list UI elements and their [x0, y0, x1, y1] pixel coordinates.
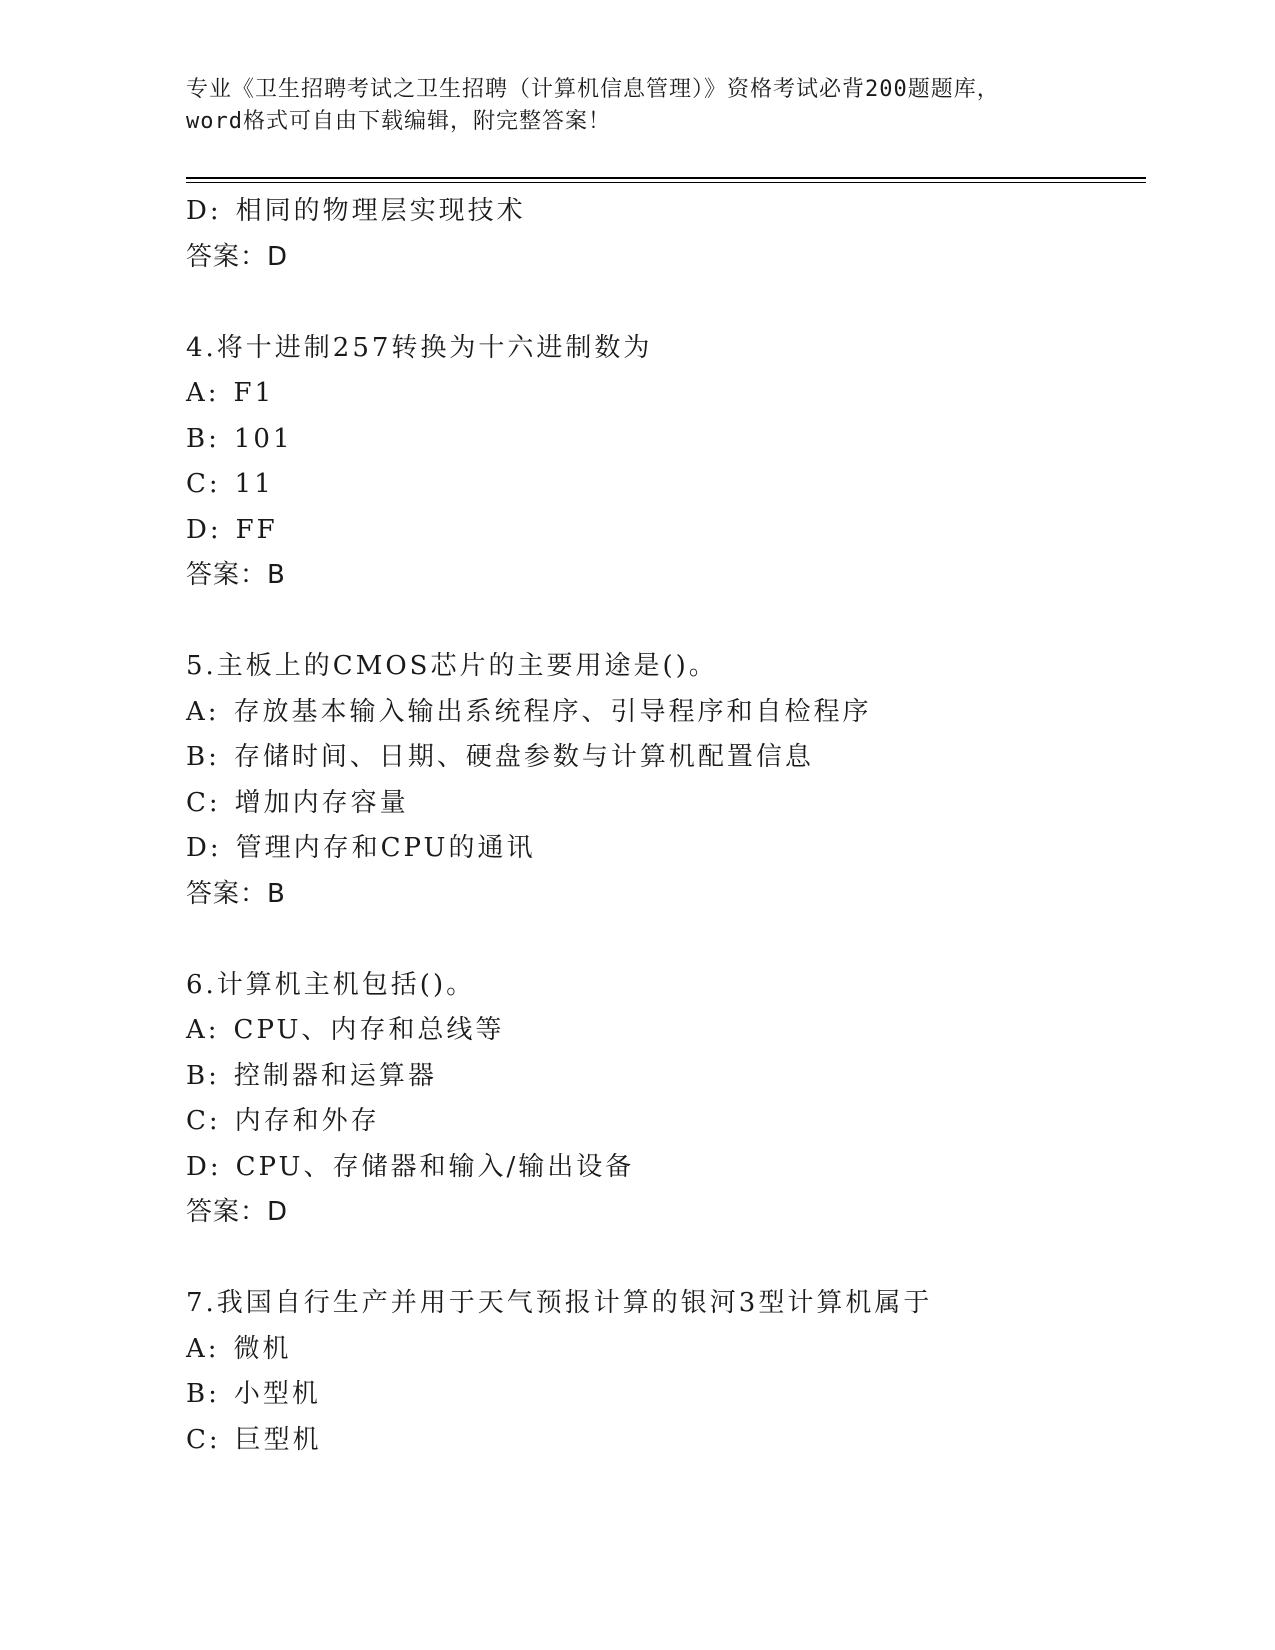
option-text: 101 [233, 423, 293, 454]
option-text: 存放基本输入输出系统程序、引导程序和自检程序 [233, 696, 872, 727]
option-key: A [186, 696, 208, 727]
option-text: 管理内存和CPU的通讯 [235, 833, 536, 863]
option-a [186, 1008, 1146, 1054]
option-separator: : [209, 1151, 222, 1182]
option-key: B [186, 423, 209, 454]
option-text: 相同的物理层实现技术 [235, 196, 526, 226]
option-key: D [186, 833, 210, 863]
option-separator: : [207, 1015, 220, 1045]
option-separator: : [209, 514, 222, 545]
option-d [186, 189, 1146, 235]
option-separator: : [208, 1060, 220, 1091]
option-c [186, 462, 1146, 508]
option-key: C [186, 1106, 209, 1136]
option-text: CPU、内存和总线等 [233, 1015, 505, 1045]
header-title-line-1: 专业《卫生招聘考试之卫生招聘（计算机信息管理）》资格考试必背200题题库， [186, 77, 1000, 102]
option-text: 内存和外存 [234, 1106, 380, 1136]
option-text: 存储时间、日期、硬盘参数与计算机配置信息 [233, 742, 814, 772]
option-key: D [186, 196, 210, 226]
question-block-7 [186, 1281, 1146, 1463]
option-text: 小型机 [233, 1379, 321, 1409]
option-a [186, 1327, 1146, 1373]
answer-line: 答案：D [186, 241, 289, 272]
option-d [186, 508, 1146, 554]
option-text: 增加内存容量 [234, 787, 409, 818]
spacer [186, 917, 1146, 963]
option-separator: : [207, 1333, 220, 1364]
option-key: A [186, 1333, 208, 1364]
option-key: A [186, 378, 208, 408]
option-c [186, 1418, 1146, 1464]
option-separator: : [207, 378, 220, 408]
option-b [186, 417, 1146, 463]
option-d [186, 1145, 1146, 1191]
option-b [186, 735, 1146, 781]
option-separator: : [209, 196, 222, 226]
answer-line: 答案：B [186, 878, 286, 909]
question-stem: 7.我国自行生产并用于天气预报计算的银河3型计算机属于 [186, 1288, 933, 1318]
option-separator: : [208, 1106, 221, 1136]
option-text: 控制器和运算器 [233, 1060, 437, 1091]
spacer [186, 599, 1146, 645]
answer-line: 答案：B [186, 560, 286, 590]
option-b [186, 1372, 1146, 1418]
option-separator: : [209, 833, 222, 863]
spacer [186, 280, 1146, 326]
option-separator: : [208, 423, 220, 454]
option-d [186, 826, 1146, 872]
option-separator: : [208, 1424, 221, 1455]
question-list [186, 189, 1146, 1463]
option-text: 微机 [233, 1333, 292, 1364]
header-divider-thin [186, 182, 1146, 183]
document-header [186, 74, 1146, 138]
option-key: D [186, 1151, 210, 1182]
option-text: CPU、存储器和输入/输出设备 [235, 1151, 635, 1182]
option-separator: : [208, 1379, 220, 1409]
option-text: FF [235, 514, 278, 545]
answer-line: 答案：D [186, 1197, 289, 1227]
option-key: A [186, 1015, 208, 1045]
question-block-3-continued [186, 189, 1146, 280]
option-b [186, 1054, 1146, 1100]
option-key: B [186, 742, 209, 772]
header-title-line-2: word格式可自由下载编辑，附完整答案！ [186, 109, 611, 134]
question-stem: 4.将十进制257转换为十六进制数为 [186, 332, 653, 363]
spacer [186, 1236, 1146, 1282]
question-block-5 [186, 644, 1146, 917]
option-key: B [186, 1060, 209, 1091]
option-key: C [186, 469, 209, 499]
header-divider-thick [186, 177, 1146, 179]
option-text: F1 [233, 378, 275, 408]
question-stem: 6.计算机主机包括()。 [186, 969, 476, 1000]
option-c [186, 781, 1146, 827]
option-separator: : [208, 742, 220, 772]
option-a [186, 690, 1146, 736]
option-key: C [186, 1424, 209, 1455]
question-block-4 [186, 326, 1146, 599]
option-key: B [186, 1379, 209, 1409]
option-c [186, 1099, 1146, 1145]
option-key: C [186, 787, 209, 818]
option-text: 11 [234, 469, 274, 499]
option-key: D [186, 514, 210, 545]
option-separator: : [208, 469, 221, 499]
question-block-6 [186, 963, 1146, 1236]
option-separator: : [207, 696, 220, 727]
question-stem: 5.主板上的CMOS芯片的主要用途是()。 [186, 651, 718, 681]
option-text: 巨型机 [234, 1424, 322, 1455]
option-a [186, 371, 1146, 417]
option-separator: : [208, 787, 221, 818]
